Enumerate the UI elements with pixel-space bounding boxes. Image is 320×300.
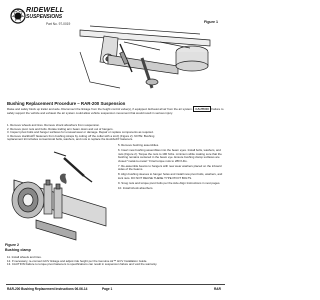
step-2: 2. Remove pivot nuts and bolts. Rotate trailing arm beam down and out of hangers.	[7, 126, 114, 131]
step-8: 8. Align bushing sleeves to hanger holes and install new pivot bolts, washers, and lock nuts. DO NOT REUSE THESE TYPE PIVOT BOLTS.	[118, 172, 223, 180]
intro-text	[7, 108, 225, 115]
step-5: 5. Remove bushing assemblies.	[118, 143, 159, 147]
figure-2-caption: Bushing clamp	[5, 247, 31, 252]
intro-line-2: all air from the air system.	[159, 107, 193, 111]
steps-list-bottom	[7, 256, 225, 267]
step-1: 1. Remove wheels and tires. Remove shock absorbers from suspension.	[7, 123, 100, 127]
intro-line-1: Raise and safely block up trailer and axle. Disconnect the linkage from the height control valve(s), if equipped. Exhaust	[7, 107, 159, 111]
intro-line-3: Failure to safely support the vehicle and exhaust the air system could allow vehicle	[7, 107, 224, 115]
steps-list-right	[118, 144, 224, 192]
caution-badge: CAUTION	[195, 107, 209, 111]
step-4-note: replacement kit includes conventional bolts, washers, and nuts to replace the Huckbolt® fasteners.	[7, 137, 134, 141]
figure-1-suspension-drawing	[60, 22, 228, 102]
figure-2-bushing-clamp-drawing	[6, 150, 116, 244]
step-10: 10. Install shock absorbers.	[118, 185, 154, 190]
step-6: 6. Insert new bushing assemblies into the beam eyes. Install bolts, washers, and nuts (Figure 2). Torque the nuts to 190 ft-lbs. minimum while making sure that the bushing remains centered in the beam eye. Ensure bushing clamp surfaces are closed "metal-to-metal." Final torque nuts to 280 ft-lbs.	[118, 148, 222, 163]
step-7: 7. Re-assemble beams to hangers with new wear washers placed on the inboard sides of the beams.	[118, 163, 222, 171]
brand-name: RIDEWELL	[26, 7, 65, 14]
step-11: 11. Install wheels and tires.	[7, 255, 42, 259]
section-heading: Bushing Replacement Procedure – RAR-200 Suspension	[7, 101, 126, 106]
figure-2-title: Figure 2	[5, 243, 19, 247]
footer-doc-title: RAR-200 Bushing Replacement Instructions 06-06-14	[7, 287, 88, 291]
figure-1-label: Figure 1	[204, 20, 218, 24]
step-4: 4. Remove Huckbolt® fasteners from bushing straps by cutting off the collar with a torch (Figure 2). NOTE: Bushing	[7, 133, 155, 138]
step-3: 3. Inspect pivot bolts and hanger surfaces for unusual wear or damage. Repair or replace components as required.	[7, 130, 154, 134]
intro-line-4: suspension movement that would result in serious injury.	[100, 110, 173, 115]
brand-sub: SUSPENSIONS	[26, 14, 63, 20]
figure-2-label	[5, 243, 31, 252]
step-12: 12. If necessary, re-connect HCV linkage and adjust ride height per the Genuine Air™ HCV Installation Guide.	[7, 258, 148, 263]
step-9: 9. Snug nuts and torque pivot bolts per the Axle Align Instructions in next pages.	[118, 180, 221, 185]
part-number: Part No. 97-0019	[46, 22, 71, 26]
steps-list-top	[7, 124, 225, 142]
step-13: 13. CAUTION Failure to torque pivot fasteners to specifications can result in suspension failure and void the warranty.	[7, 262, 158, 266]
footer-divider	[6, 284, 225, 285]
footer-code: RAR	[214, 287, 221, 291]
footer-page-number: Page 1	[102, 287, 113, 291]
